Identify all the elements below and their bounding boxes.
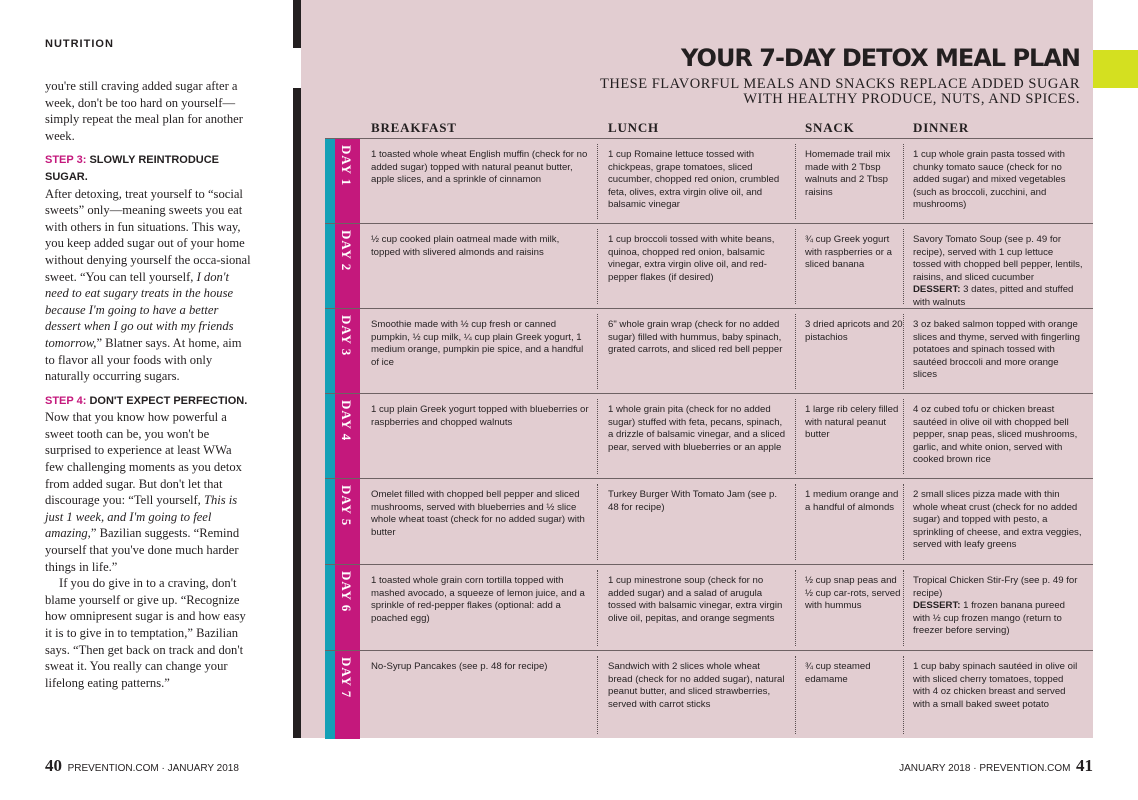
closing-paragraph: If you do give in to a craving, don't blame yourself or give up. “Recognize how omnipresent sugar is and how easy it is to give in to temptation,” Bazilian says. “Then get back on track and don't sweat it. You really can change your lifelong eating patterns.” [45, 576, 246, 690]
breakfast-cell: ½ cup cooked plain oatmeal made with milk, topped with slivered almonds and raisins [371, 234, 560, 258]
dinner-text: 3 oz baked salmon topped with orange slices and thyme, served with fingerling potatoes and spinach tossed with sautéed broccoli and more orange slices [913, 319, 1080, 381]
breakfast-cell: 1 toasted whole grain corn tortilla topped with mashed avocado, a squeeze of lemon juice, and a sprinkle of red-pepper flakes (optional: add a poached egg) [371, 575, 585, 624]
step3-text-a: After detoxing, treat yourself to “social sweets” only—meaning sweets you eat with others in fun situations. This way, you keep added sugar out of your home without denying yourself the occa-sional sweet. “You can tell yourself, [45, 186, 251, 284]
accent-bar-top [293, 0, 301, 48]
lunch-cell: Sandwich with 2 slices whole wheat bread (check for no added sugar), natural peanut butter, and sliced strawberries, served with carrot sticks [608, 661, 785, 710]
article-body [45, 78, 252, 691]
day-tab [325, 565, 360, 651]
dinner-cell [913, 575, 1083, 638]
lime-tab [1093, 50, 1138, 88]
day-tab [325, 394, 360, 479]
day-tab [325, 139, 360, 224]
step4-text-b: ” Bazilian suggests. “Remind yourself that you've done much harder things in life.” [45, 526, 240, 574]
day-row [325, 138, 1093, 224]
step4-heading [45, 393, 252, 410]
lunch-cell: 1 cup Romaine lettuce tossed with chickpeas, grape tomatoes, sliced cucumber, chopped red onion, crumbled feta, olives, extra virgin olive oil, and balsamic vinegar [608, 149, 780, 211]
snack-cell: Homemade trail mix made with 2 Tbsp walnuts and 2 Tbsp raisins [805, 149, 891, 198]
step3-heading [45, 152, 252, 185]
column-header-breakfast: BREAKFAST [371, 120, 457, 135]
folio-right-text: JANUARY 2018 · PREVENTION.COM [899, 763, 1071, 774]
step3-number: STEP 3: [45, 154, 87, 167]
dinner-text: 1 cup whole grain pasta tossed with chunky tomato sauce (check for no added sugar) and mixed vegetables (such as broccoli, zucchini, and mushrooms) [913, 149, 1066, 211]
day-label: DAY 6 [339, 571, 354, 613]
page-subtitle: THESE FLAVORFUL MEALS AND SNACKS REPLACE ADDED SUGAR WITH HEALTHY PRODUCE, NUTS, AND SPICES. [600, 76, 1080, 107]
day-row [325, 308, 1093, 394]
dinner-cell [913, 234, 1083, 310]
lunch-cell: 1 whole grain pita (check for no added sugar) stuffed with feta, pecans, spinach, a drizzle of balsamic vinegar, and a sliced pear, served with blueberries or an apple [608, 404, 786, 453]
lunch-cell: 1 cup broccoli tossed with white beans, quinoa, chopped red onion, balsamic vinegar, extra virgin olive oil, and red-pepper flakes (if desired) [608, 234, 775, 283]
step4-quote: This is just 1 week, and I'm going to feel amazing, [45, 493, 238, 541]
dinner-text: 1 cup baby spinach sautéed in olive oil with sliced cherry tomatoes, topped with 4 oz chicken breast and served with a small baked sweet potato [913, 661, 1078, 710]
lunch-cell: 1 cup minestrone soup (check for no added sugar) and a salad of arugula tossed with balsamic vinegar, extra virgin olive oil, pepitas, and orange segments [608, 575, 783, 624]
accent-bar-main [293, 88, 301, 738]
day-tab [325, 479, 360, 565]
snack-cell: ¾ cup Greek yogurt with raspberries or a sliced banana [805, 234, 892, 271]
snack-cell: 3 dried apricots and 20 pistachios [805, 319, 903, 343]
step4-number: STEP 4: [45, 394, 87, 407]
dessert-text: 3 dates, pitted and stuffed with walnuts [913, 284, 1074, 308]
step4-text-a: Now that you know how powerful a sweet tooth can be, you won't be surprised to experience at least WWa few challenging moments as you detox from added sugar. But don't let that discourage you: “Tell yourself, [45, 410, 242, 508]
day-row [325, 223, 1093, 309]
day-label: DAY 3 [339, 315, 354, 357]
breakfast-cell: 1 toasted whole wheat English muffin (check for no added sugar) topped with natural peanut butter, apple slices, and a sprinkle of cinnamon [371, 149, 588, 186]
intro-paragraph: you're still craving added sugar after a week, don't be too hard on yourself—simply repeat the meal plan for another week. [45, 79, 243, 143]
dinner-cell [913, 661, 1083, 711]
dinner-cell [913, 149, 1083, 212]
folio-left-text: PREVENTION.COM · JANUARY 2018 [67, 763, 239, 774]
day-tab [325, 309, 360, 394]
day-label: DAY 4 [339, 400, 354, 442]
breakfast-cell: No-Syrup Pancakes (see p. 48 for recipe) [371, 661, 548, 672]
day-row [325, 564, 1093, 651]
page-title: YOUR 7-DAY DETOX MEAL PLAN [681, 44, 1080, 72]
dinner-text: Tropical Chicken Stir-Fry (see p. 49 for recipe) [913, 575, 1078, 599]
day-tab [325, 651, 360, 739]
day-row [325, 393, 1093, 479]
dinner-text: 4 oz cubed tofu or chicken breast sautéed in olive oil with chopped bell pepper, snap peas, sliced mushrooms, garlic, and white onion, served with cooked brown rice [913, 404, 1078, 466]
step3-paragraph [45, 186, 252, 385]
day-label: DAY 7 [339, 657, 354, 699]
breakfast-cell: Omelet filled with chopped bell pepper and sliced mushrooms, served with blueberries and ½ slice whole wheat toast (check for no added sugar) with butter [371, 489, 585, 538]
snack-cell: 1 large rib celery filled with natural peanut butter [805, 404, 899, 441]
lunch-cell: 6" whole grain wrap (check for no added sugar) filled with hummus, baby spinach, grated carrots, and sliced red bell pepper [608, 319, 783, 356]
snack-cell: 1 medium orange and a handful of almonds [805, 489, 899, 513]
dinner-cell [913, 404, 1083, 467]
column-header-dinner: DINNER [913, 120, 970, 135]
snack-cell: ½ cup snap peas and ½ cup car-rots, served with hummus [805, 575, 901, 612]
dinner-cell [913, 489, 1083, 552]
dinner-cell [913, 319, 1083, 382]
column-header-snack: SNACK [805, 120, 855, 135]
dinner-text: Savory Tomato Soup (see p. 49 for recipe), served with 1 cup lettuce tossed with chopped bell pepper, lentils, raisins, and sliced cucumber [913, 234, 1083, 283]
breakfast-cell: Smoothie made with ½ cup fresh or canned pumpkin, ½ cup milk, ¼ cup plain Greek yogurt, 1 medium orange, pumpkin pie spice, and a handful of ice [371, 319, 584, 368]
section-label: NUTRITION [45, 38, 114, 50]
page-number-right: 41 [1076, 756, 1093, 775]
step3-title: SLOWLY REINTRODUCE SUGAR. [45, 154, 220, 183]
dessert-text: 1 frozen banana pureed with ½ cup frozen mango (return to freezer before serving) [913, 600, 1066, 637]
day-label: DAY 1 [339, 145, 354, 187]
column-header-lunch: LUNCH [608, 120, 659, 135]
step4-paragraph [45, 409, 252, 575]
dessert-label: DESSERT: [913, 600, 961, 612]
page-number-left: 40 [45, 756, 62, 775]
folio-right [899, 756, 1093, 776]
step3-text-b: ” Blatner says. At home, aim to flavor all your foods with only naturally occurring sugars. [45, 335, 242, 384]
breakfast-cell: 1 cup plain Greek yogurt topped with blueberries or raspberries and chopped walnuts [371, 404, 589, 428]
day-row [325, 650, 1093, 739]
day-label: DAY 2 [339, 230, 354, 272]
folio-left [45, 756, 239, 776]
day-label: DAY 5 [339, 485, 354, 527]
day-tab [325, 224, 360, 309]
lunch-cell: Turkey Burger With Tomato Jam (see p. 48 for recipe) [608, 489, 778, 513]
step3-quote: I don't need to eat sugary treats in the house because I'm going to have a better dessert when I go out with my friends tomorrow, [45, 269, 234, 350]
day-row [325, 478, 1093, 565]
step4-title: DON'T EXPECT PERFECTION. [89, 394, 248, 407]
dinner-text: 2 small slices pizza made with thin whole wheat crust (check for no added sugar) and topped with pesto, a sprinkling of cheese, and extra veggies, served with leafy greens [913, 489, 1082, 551]
dessert-label: DESSERT: [913, 284, 961, 296]
snack-cell: ¾ cup steamed edamame [805, 661, 871, 685]
